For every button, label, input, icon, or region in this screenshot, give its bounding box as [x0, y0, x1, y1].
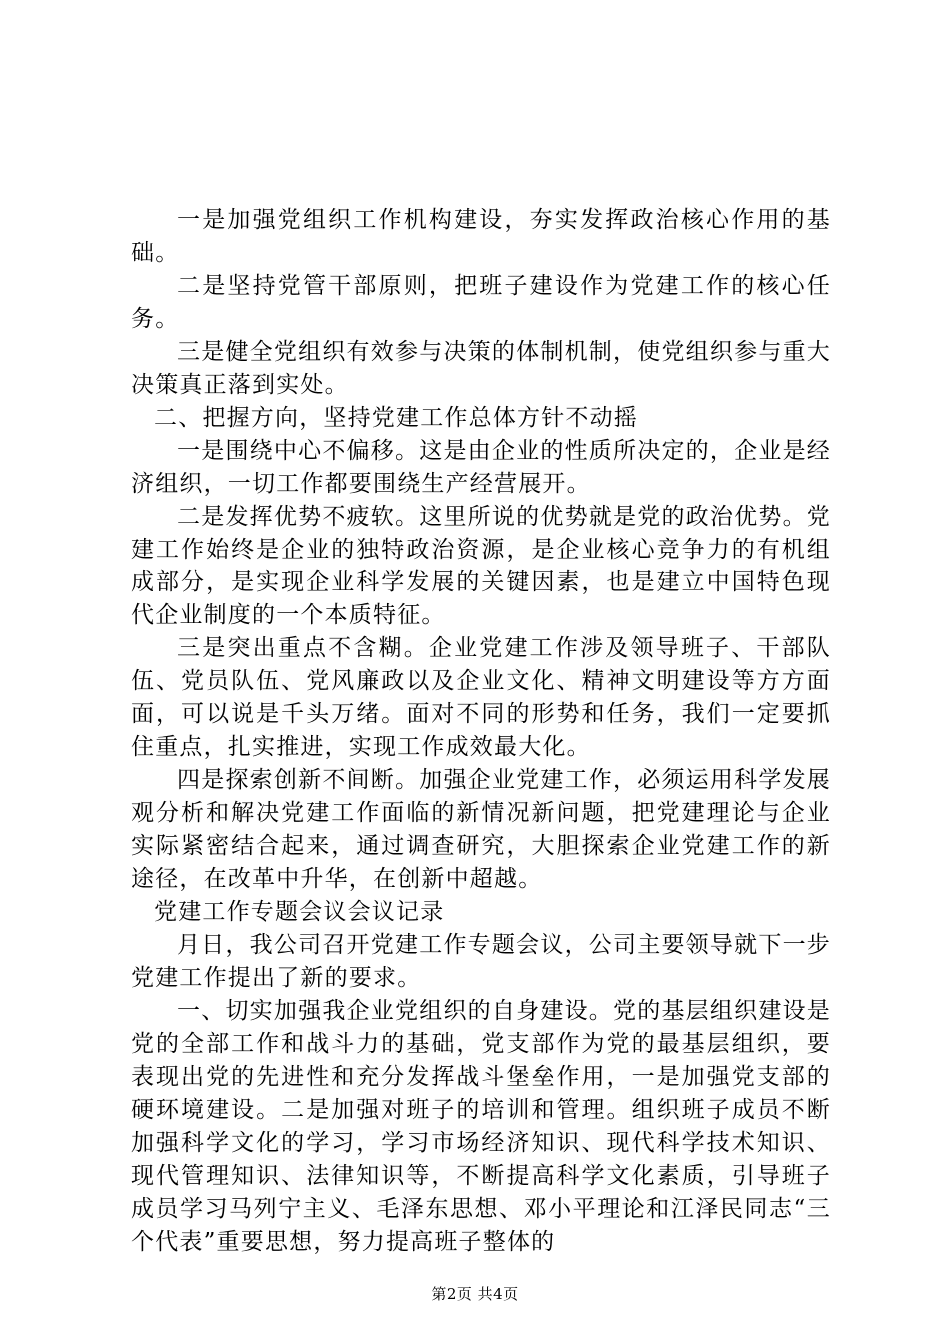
page-number-label: 第2页 共4页	[431, 1285, 519, 1303]
section-heading: 二、把握方向，坚持党建工作总体方针不动摇	[154, 404, 638, 431]
section-heading: 党建工作专题会议会议记录	[154, 899, 445, 926]
document-body	[131, 204, 831, 1259]
paragraph: 一是围绕中心不偏移。这是由企业的性质所决定的，企业是经济组织，一切工作都要围绕生产经营展开。	[131, 437, 831, 497]
paragraph: 月日，我公司召开党建工作专题会议，公司主要领导就下一步党建工作提出了新的要求。	[131, 931, 831, 991]
paragraph: 三是健全党组织有效参与决策的体制机制，使党组织参与重大决策真正落到实处。	[131, 338, 831, 398]
paragraph: 一、切实加强我企业党组织的自身建设。党的基层组织建设是党的全部工作和战斗力的基础，党支部作为党的最基层组织，要表现出党的先进性和充分发挥战斗堡垒作用，一是加强党支部的硬环境建设。二是加强对班子的培训和管理。组织班子成员不断加强科学文化的学习，学习市场经济知识、现代科学技术知识、现代管理知识、法律知识等，不断提高科学文化素质，引导班子成员学习马列宁主义、毛泽东思想、邓小平理论和江泽民同志“三个代表”重要思想，努力提高班子整体的	[131, 997, 831, 1255]
page-footer	[0, 1284, 950, 1304]
paragraph: 二是坚持党管干部原则，把班子建设作为党建工作的核心任务。	[131, 272, 831, 332]
paragraph: 二是发挥优势不疲软。这里所说的优势就是党的政治优势。党建工作始终是企业的独特政治资源，是企业核心竞争力的有机组成部分，是实现企业科学发展的关键因素，也是建立中国特色现代企业制度的一个本质特征。	[131, 503, 831, 629]
paragraph: 三是突出重点不含糊。企业党建工作涉及领导班子、干部队伍、党员队伍、党风廉政以及企业文化、精神文明建设等方方面面，可以说是千头万绪。面对不同的形势和任务，我们一定要抓住重点，扎实推进，实现工作成效最大化。	[131, 635, 831, 761]
paragraph: 一是加强党组织工作机构建设，夯实发挥政治核心作用的基础。	[131, 207, 831, 266]
paragraph: 四是探索创新不间断。加强企业党建工作，必须运用科学发展观分析和解决党建工作面临的新情况新问题，把党建理论与企业实际紧密结合起来，通过调查研究，大胆探索企业党建工作的新途径，在改革中升华，在创新中超越。	[131, 767, 831, 893]
